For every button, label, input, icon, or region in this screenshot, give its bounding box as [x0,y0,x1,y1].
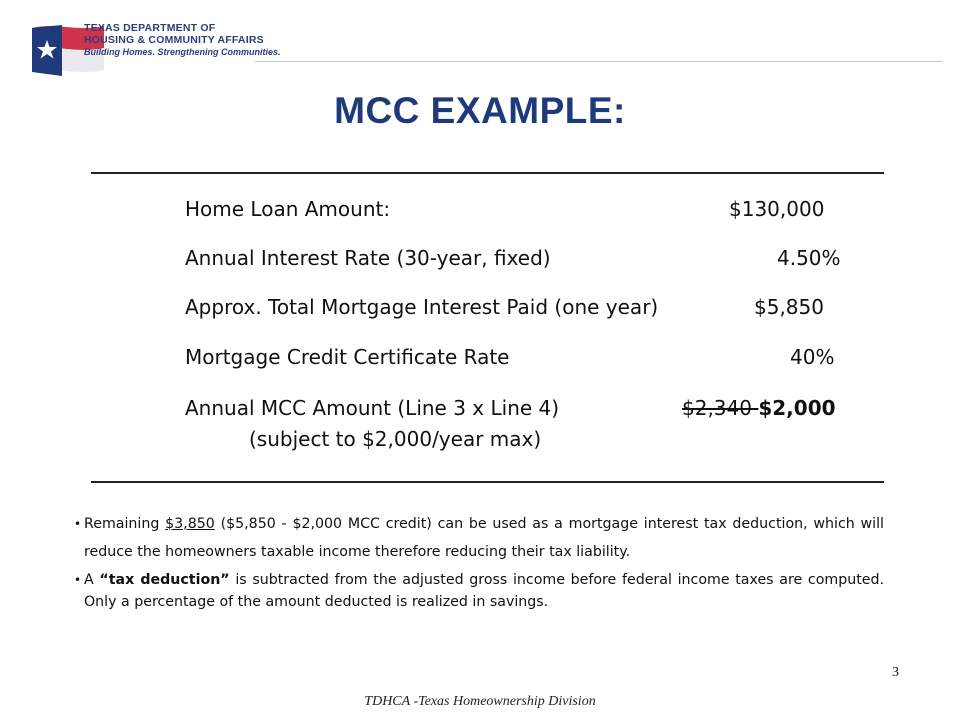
row-value-loan-amount: $130,000 [729,197,825,221]
footer-text: TDHCA -Texas Homeownership Division [364,694,596,709]
capped-value: $2,000 [758,396,836,420]
bullet-2-prefix: A [84,572,100,588]
org-line-1: TEXAS DEPARTMENT OF [84,22,216,34]
header-divider [255,61,942,62]
org-line-2: HOUSING & COMMUNITY AFFAIRS [84,34,264,46]
bullet-1-amount: $3,850 [165,516,215,532]
page-title: MCC EXAMPLE: [334,90,626,131]
row-value-total-interest: $5,850 [754,295,824,319]
bullet-2-text: is subtracted from the adjusted gross income before federal income taxes are computed. Only a percentage of the amount deducted is realized in savings. [84,572,884,610]
bullet-1-prefix: Remaining [84,516,166,532]
struck-value: $2,340 [682,396,759,420]
page-number: 3 [892,665,899,680]
top-rule [91,172,884,174]
row-label-annual-mcc: Annual MCC Amount (Line 3 x Line 4) [185,396,560,420]
row-value-mcc-rate: 40% [790,345,835,369]
row-value-interest-rate: 4.50% [777,246,841,270]
org-name [84,22,281,58]
bullet-remaining [74,510,884,566]
row-label-total-interest: Approx. Total Mortgage Interest Paid (one year) [185,295,659,319]
row-sublabel-annual-mcc: (subject to $2,000/year max) [249,427,542,451]
row-label-mcc-rate: Mortgage Credit Certificate Rate [185,345,510,369]
row-label-interest-rate: Annual Interest Rate (30-year, fixed) [185,246,551,270]
bullet-1-text: ($5,850 - $2,000 MCC credit) can be used as a mortgage interest tax deduction, which will reduce the homeowners taxable income therefore reducing their tax liability. [84,516,884,560]
bottom-rule [91,481,884,483]
row-label-loan-amount: Home Loan Amount: [185,197,391,221]
row-value-annual-mcc [682,396,836,420]
bullet-list [74,510,884,613]
org-tagline: Building Homes. Strengthening Communities. [84,47,281,57]
bullet-tax-deduction [74,569,884,613]
bullet-2-term: “tax deduction” [99,572,230,588]
